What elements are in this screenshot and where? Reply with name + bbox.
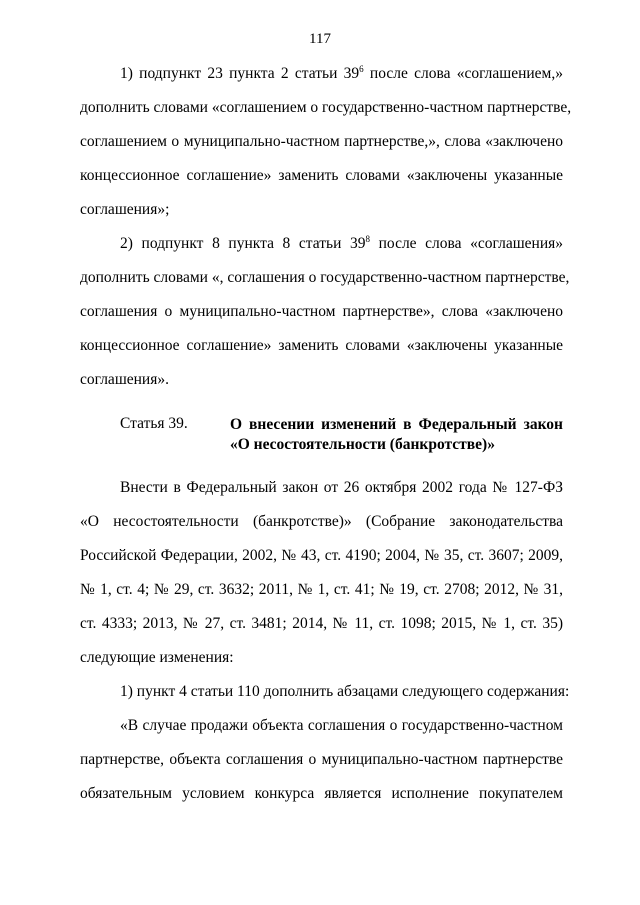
article-title [230,415,563,455]
article-title-line: О внесении изменений в Федеральный закон [230,416,563,433]
page-number: 117 [309,31,331,47]
text-line: следующие изменения: [80,649,234,666]
text-line: Российской Федерации, 2002, № 43, ст. 4190; 2004, № 35, ст. 3607; 2009, [80,547,563,564]
text-line: обязательным условием конкурса является исполнение покупателем [80,785,563,802]
text-line: соглашением о муниципально-частном партнерстве,», слова «заключено [80,133,563,150]
text-line: 1) пункт 4 статьи 110 дополнить абзацами следующего содержания: [120,683,570,700]
text-line: «О несостоятельности (банкротстве)» (Собрание законодательства [80,513,563,530]
text-line: соглашения»; [80,201,170,218]
article-title-line: «О несостоятельности (банкротстве)» [230,436,495,453]
superscript: 6 [359,64,364,74]
text-line: концессионное соглашение» заменить словами «заключены указанные [80,337,563,354]
paragraph-subitem-1 [80,57,572,227]
text-line: партнерстве, объекта соглашения о муниципально-частном партнерстве [80,751,563,768]
text-line: Внести в Федеральный закон от 26 октября 2002 года № 127-ФЗ [120,479,563,496]
text-line: № 1, ст. 4; № 29, ст. 3632; 2011, № 1, ст. 41; № 19, ст. 2708; 2012, № 31, [80,581,563,598]
text-line: соглашения». [80,371,169,388]
text-line: соглашения о муниципально-частном партнерстве», слова «заключено [80,303,563,320]
superscript: 8 [365,234,371,244]
text-line: дополнить словами «, соглашения о государственно-частном партнерстве, [80,269,570,286]
text-line: 2) подпункт 8 пункта 8 статьи $39^8$ после слова «соглашения» [120,234,563,252]
paragraph-quote [80,709,563,811]
text-line: 1) подпункт 23 пункта 2 статьи $39^6$ после слова «соглашением,» [120,64,563,82]
paragraph-change-1 [80,675,570,709]
article-heading [80,415,563,455]
document-body [80,57,572,811]
paragraph-subitem-2 [80,227,570,397]
text-line: «В случае продажи объекта соглашения о государственно-частном [120,717,563,734]
text-line: дополнить словами «соглашением о государственно-частном партнерстве, [80,99,572,116]
paragraph-intro [80,471,563,675]
text-line: концессионное соглашение» заменить словами «заключены указанные [80,167,563,184]
text-line: ст. 4333; 2013, № 27, ст. 3481; 2014, № 11, ст. 1098; 2015, № 1, ст. 35) [80,615,563,632]
article-number: Статья 39. [120,415,188,432]
